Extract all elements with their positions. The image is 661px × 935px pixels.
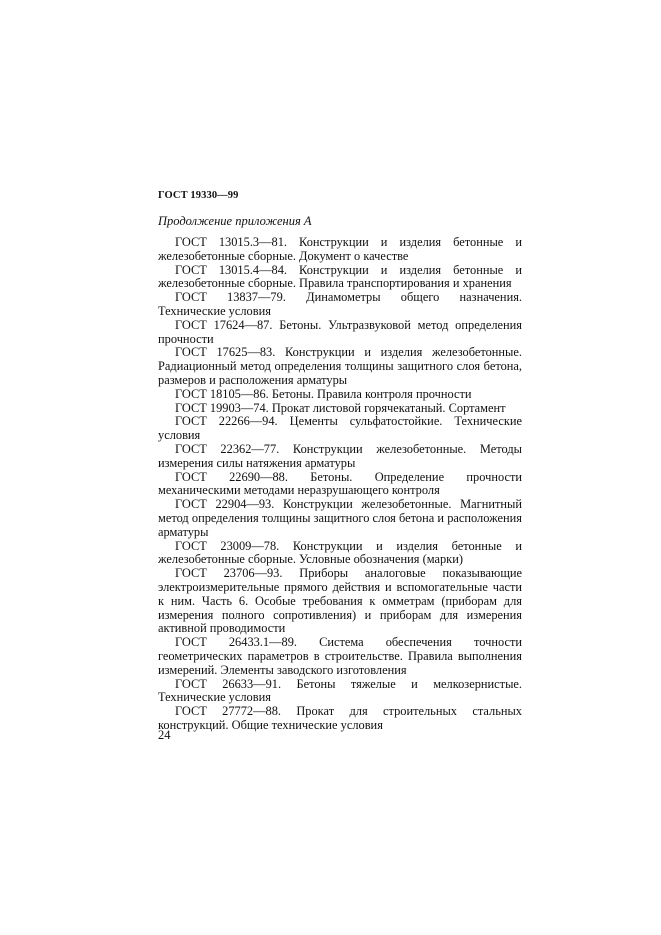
list-item: ГОСТ 22266—94. Цементы сульфатостойкие. Технические условия: [158, 414, 522, 443]
list-item: ГОСТ 23706—93. Приборы аналоговые показывающие электроизмерительные прямого действия и вспомогательные части к ним. Часть 6. Особые требования к омметрам (приборам для измерения полного сопротивления) и приборам для измерения активной проводимости: [158, 566, 522, 636]
section-title: Продолжение приложения А: [158, 214, 312, 228]
list-item: ГОСТ 26433.1—89. Система обеспечения точности геометрических параметров в строительстве. Правила выполнения измерений. Элементы заводского изготовления: [158, 635, 522, 677]
list-item: ГОСТ 13015.3—81. Конструкции и изделия бетонные и железобетонные сборные. Документ о качестве: [158, 235, 522, 263]
page-number: 24: [158, 728, 171, 742]
list-item: ГОСТ 19903—74. Прокат листовой горячекатаный. Сортамент: [175, 400, 506, 415]
standards-list: [158, 236, 522, 733]
list-item: ГОСТ 13015.4—84. Конструкции и изделия бетонные и железобетонные сборные. Правила транспортирования и хранения: [158, 262, 522, 291]
list-item: ГОСТ 22362—77. Конструкции железобетонные. Методы измерения силы натяжения арматуры: [158, 441, 522, 470]
list-item: ГОСТ 22690—88. Бетоны. Определение прочности механическими методами неразрушающего контроля: [158, 469, 522, 498]
list-item: ГОСТ 26633—91. Бетоны тяжелые и мелкозернистые. Технические условия: [158, 676, 522, 705]
list-item: ГОСТ 17625—83. Конструкции и изделия железобетонные. Радиационный метод определения толщины защитного слоя бетона, размеров и расположения арматуры: [158, 345, 522, 387]
document-header: ГОСТ 19330—99: [158, 190, 239, 201]
list-item: ГОСТ 22904—93. Конструкции железобетонные. Магнитный метод определения толщины защитного слоя бетона и расположения арматуры: [158, 497, 522, 539]
list-item: ГОСТ 18105—86. Бетоны. Правила контроля прочности: [175, 386, 472, 401]
list-item: ГОСТ 23009—78. Конструкции и изделия бетонные и железобетонные сборные. Условные обозначения (марки): [158, 538, 522, 567]
list-item: ГОСТ 27772—88. Прокат для строительных стальных конструкций. Общие технические условия: [158, 704, 522, 732]
list-item: ГОСТ 13837—79. Динамометры общего назначения. Технические условия: [158, 290, 522, 318]
list-item: ГОСТ 17624—87. Бетоны. Ультразвуковой метод определения прочности: [158, 317, 522, 346]
